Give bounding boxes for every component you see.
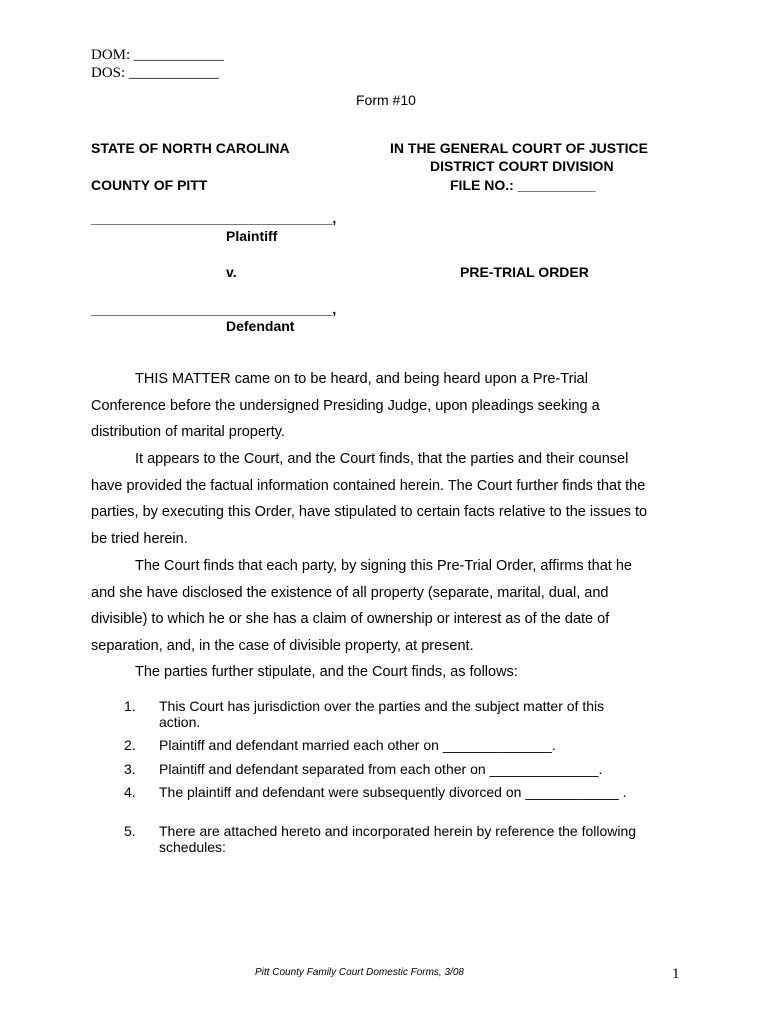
county-heading: COUNTY OF PITT (91, 177, 208, 193)
list-item-number: 2. (124, 737, 136, 753)
order-title: PRE-TRIAL ORDER (460, 264, 589, 280)
list-item-number: 4. (124, 784, 136, 800)
paragraph-3-line: separation, and, in the case of divisible property, at present. (91, 638, 474, 655)
paragraph-2 (91, 446, 691, 553)
plaintiff-label: Plaintiff (226, 228, 278, 244)
paragraph-3-line: The Court finds that each party, by signing this Pre-Trial Order, affirms that he (135, 558, 632, 574)
paragraph-2-line: parties, by executing this Order, have stipulated to certain facts relative to the issues to (91, 504, 648, 521)
list-item-number: 5. (124, 823, 136, 839)
paragraph-3-line: and she have disclosed the existence of all property (separate, marital, dual, and (91, 584, 609, 601)
paragraph-1-line: distribution of marital property. (91, 424, 285, 441)
court-heading-line2: DISTRICT COURT DIVISION (430, 158, 614, 174)
paragraph-1 (91, 366, 691, 446)
paragraph-3 (91, 553, 691, 660)
paragraph-1-line: Conference before the undersigned Presiding Judge, upon pleadings seeking a (91, 397, 600, 414)
state-heading: STATE OF NORTH CAROLINA (91, 140, 290, 156)
dos-line: DOS: ____________ (91, 65, 219, 81)
file-number: FILE NO.: __________ (450, 177, 596, 193)
plaintiff-name-blank: _______________________________, (91, 210, 337, 226)
form-number: Form #10 (356, 92, 416, 108)
list-item-text: This Court has jurisdiction over the parties and the subject matter of this action. (159, 698, 605, 730)
paragraph-2-line: It appears to the Court, and the Court finds, that the parties and their counsel (135, 451, 629, 467)
defendant-name-blank: _______________________________, (91, 301, 337, 317)
paragraph-2-line: be tried herein. (91, 531, 188, 548)
dom-line: DOM: ____________ (91, 47, 224, 63)
paragraph-4: The parties further stipulate, and the Court finds, as follows: (135, 664, 518, 680)
versus-label: v. (226, 264, 237, 280)
list-item-text: The plaintiff and defendant were subsequently divorced on ____________ . (159, 784, 627, 800)
paragraph-3-line: divisible) to which he or she has a claim of ownership or interest as of the date of (91, 611, 610, 628)
paragraph-1-line: THIS MATTER came on to be heard, and being heard upon a Pre-Trial (135, 371, 588, 387)
page-number: 1 (672, 966, 680, 982)
list-item-number: 3. (124, 761, 136, 777)
list-item-number: 1. (124, 698, 136, 714)
footer-source: Pitt County Family Court Domestic Forms, 3/08 (255, 967, 464, 978)
defendant-label: Defendant (226, 318, 295, 334)
court-heading-line1: IN THE GENERAL COURT OF JUSTICE (390, 140, 648, 156)
list-item-text: There are attached hereto and incorporated herein by reference the following schedules: (159, 823, 637, 855)
list-item-text: Plaintiff and defendant married each other on ______________. (159, 737, 556, 753)
list-item-text: Plaintiff and defendant separated from each other on ______________. (159, 761, 603, 777)
paragraph-2-line: have provided the factual information contained herein. The Court further finds that the (91, 477, 646, 494)
